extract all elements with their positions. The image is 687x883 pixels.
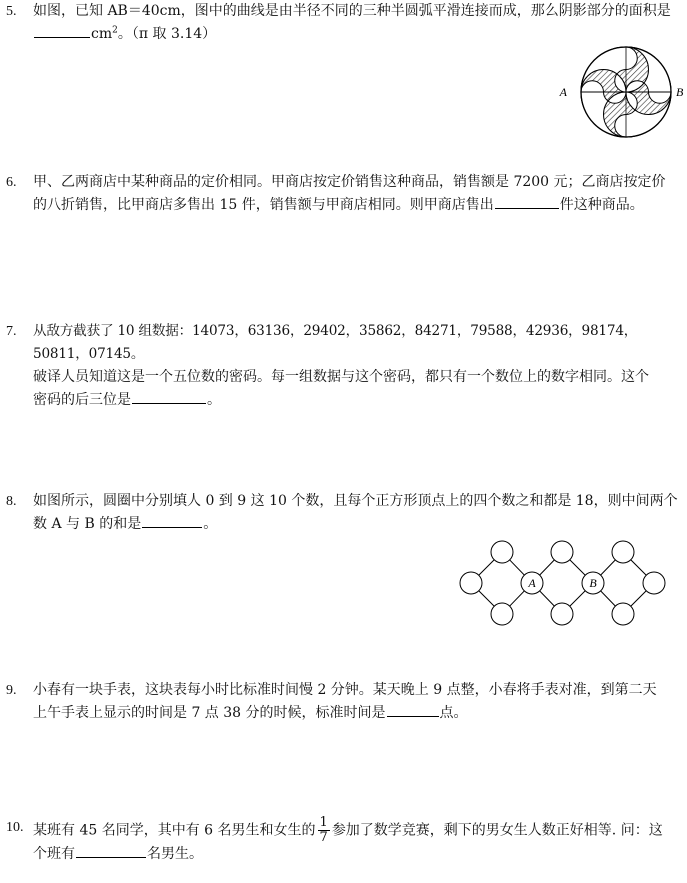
fraction	[318, 816, 330, 845]
node-circle	[551, 541, 573, 563]
fraction-denominator: 7	[319, 830, 328, 845]
question-text	[33, 816, 679, 866]
question-line	[33, 513, 679, 536]
question-line: 如图所示，圆圈中分别填人 0 到 9 这 10 个数，且每个正方形顶点上的四个数之和都是 18，则中间两个	[33, 493, 678, 509]
node-circle	[612, 603, 634, 625]
question-line-head: 上午手表上显示的时间是 7 点 38 分的时候，标准时间是	[33, 705, 386, 721]
question-number: 10.	[6, 820, 24, 835]
question-number: 9.	[6, 683, 17, 698]
answer-blank[interactable]	[142, 513, 202, 528]
question-number: 7.	[6, 324, 17, 339]
node-circle	[460, 572, 482, 594]
question-line-tail: 。（π 取 3.14）	[117, 26, 217, 42]
question-line: 小春有一块手表，这块表每小时比标准时间慢 2 分钟。某天晚上 9 点整，小春将手表对准，到第二天	[33, 682, 657, 698]
label-b: B	[589, 576, 597, 590]
node-circle	[491, 541, 513, 563]
question-text	[33, 320, 679, 412]
question-number: 5.	[6, 4, 17, 19]
question-number: 6.	[6, 175, 17, 190]
unit-text: cm	[91, 26, 113, 42]
question-line	[33, 702, 679, 725]
question-line-tail: 点。	[439, 705, 468, 721]
question-line	[33, 194, 679, 217]
question-line-tail: 名男生。	[147, 846, 203, 862]
fraction-numerator: 1	[319, 815, 328, 830]
answer-blank[interactable]	[387, 702, 439, 717]
question-line-head: 的八折销售，比甲商店多售出 15 件，销售额与甲商店相同。则甲商店售出	[33, 197, 494, 213]
answer-blank[interactable]	[34, 23, 90, 38]
label-a: A	[559, 85, 567, 99]
question-text	[33, 171, 679, 217]
label-a: A	[528, 576, 536, 590]
question-line	[33, 816, 679, 843]
unit-superscript: 2	[112, 25, 118, 36]
node-circle	[643, 572, 665, 594]
label-b: B	[676, 85, 684, 99]
answer-blank[interactable]	[76, 843, 146, 858]
question-line: 破译人员知道这是一个五位数的密码。每一组数据与这个密码，都只有一个数位上的数字相同。这个	[33, 369, 649, 385]
question-text	[33, 490, 679, 536]
question-line: 从敌方截获了 10 组数据：14073，63136，29402，35862，84271，79588，42936，98174，50811，07145。	[33, 323, 638, 362]
question-line: 如图，已知 AB＝40cm，图中的曲线是由半径不同的三种半圆弧平滑连接而成，那么阴影部分的面积是	[33, 3, 671, 19]
answer-blank[interactable]	[132, 389, 206, 404]
question-line-head: 某班有 45 名同学，其中有 6 名男生和女生的	[33, 822, 316, 839]
node-circle	[612, 541, 634, 563]
question-number: 8.	[6, 494, 17, 509]
question-line	[33, 843, 679, 866]
question-line-tail: 参加了数学竞赛，剩下的男女生人数正好相等. 问：这	[331, 822, 663, 839]
question-line-tail: 。	[207, 392, 221, 408]
question-line-tail: 件这种商品。	[559, 197, 644, 213]
question-line-tail: 。	[203, 516, 218, 532]
question-line: 甲、乙两商店中某种商品的定价相同。甲商店按定价销售这种商品，销售额是 7200 元；乙商店按定价	[33, 174, 666, 190]
squares-figure	[455, 538, 675, 638]
question-line	[33, 389, 679, 412]
node-circle	[551, 603, 573, 625]
question-line-head: 密码的后三位是	[33, 392, 131, 408]
question-line-head: 个班有	[33, 846, 75, 862]
node-circle	[491, 603, 513, 625]
pinwheel-figure	[559, 37, 684, 147]
question-text	[33, 679, 679, 725]
question-line-head: 数 A 与 B 的和是	[33, 516, 142, 532]
answer-blank[interactable]	[495, 194, 559, 209]
